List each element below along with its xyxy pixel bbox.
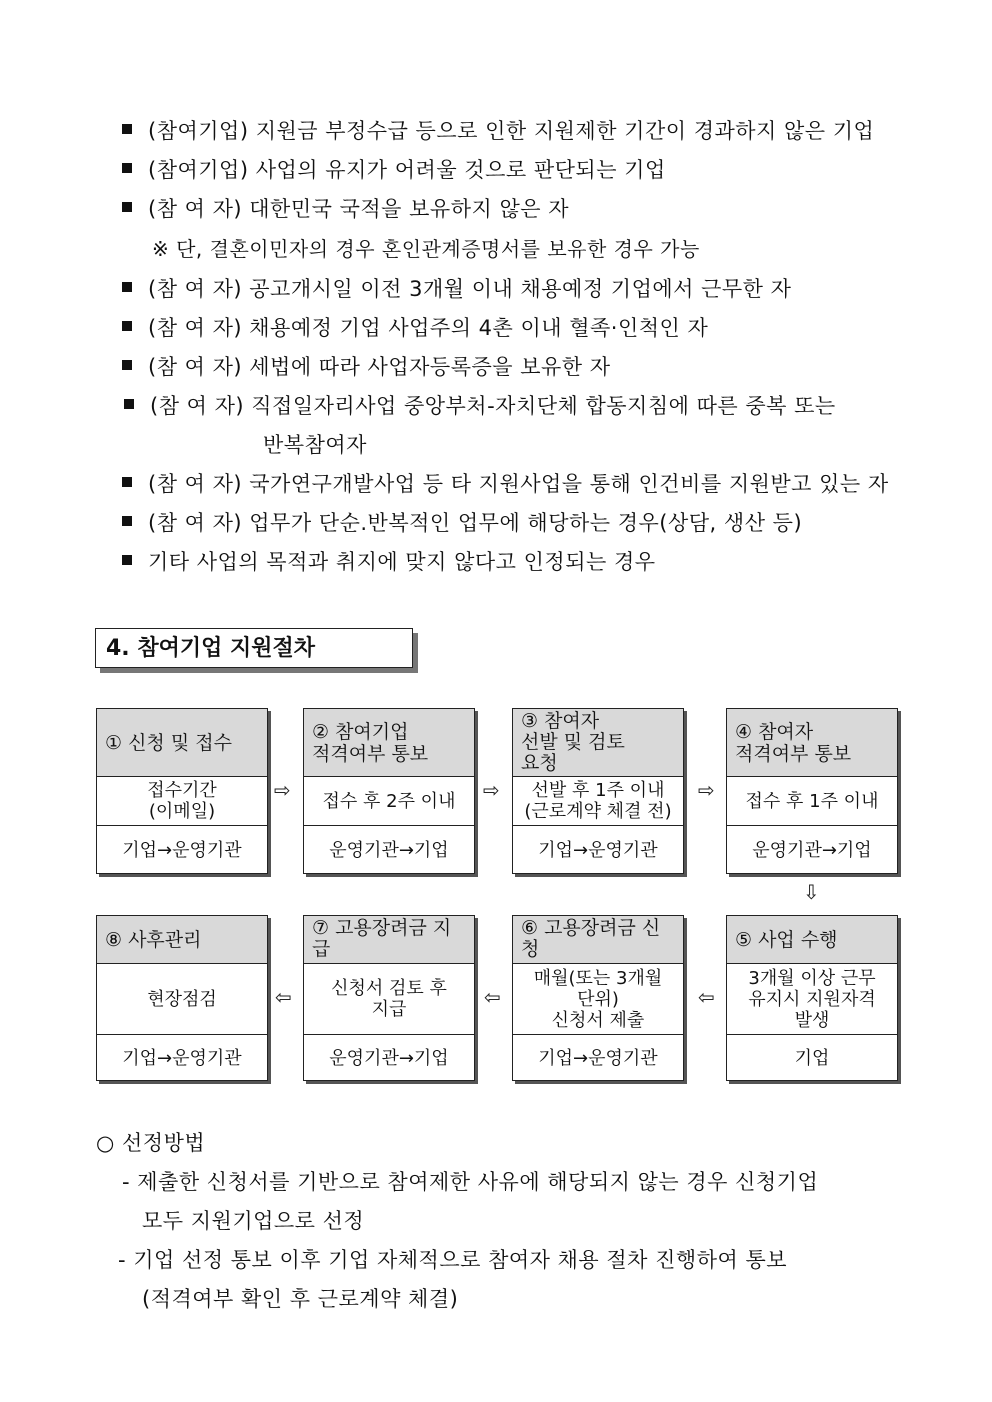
step-title: ② 참여기업 적격여부 통보: [304, 709, 474, 777]
right-arrow-icon: ⇨: [274, 778, 291, 802]
step-duration: 접수기간 (이메일): [97, 777, 267, 826]
step-direction: 기업→운영기관: [122, 1048, 242, 1069]
bullet-marker: [122, 282, 132, 292]
step-card-2: [303, 708, 475, 874]
step-duration: 선발 후 1주 이내 (근로계약 체결 전): [513, 777, 683, 826]
step-title: ③ 참여자 선발 및 검토 요청: [513, 709, 683, 777]
step-direction: 기업→운영기관: [538, 1048, 658, 1069]
list-item: (참 여 자) 직접일자리사업 중앙부처-자치단체 합동지침에 따른 중복 또는: [150, 394, 836, 418]
section-title: 4. 참여기업 지원절차: [95, 628, 413, 668]
selection-item: - 기업 선정 통보 이후 기업 자체적으로 참여자 채용 절차 진행하여 통보: [118, 1248, 788, 1272]
selection-item-continuation: 모두 지원기업으로 선정: [142, 1209, 365, 1233]
right-arrow-icon: ⇨: [698, 778, 715, 802]
step-duration: 매월(또는 3개월 단위) 신청서 제출: [513, 964, 683, 1035]
left-arrow-icon: ⇦: [698, 985, 715, 1009]
list-item: (참 여 자) 업무가 단순.반복적인 업무에 해당하는 경우(상담, 생산 등): [148, 511, 803, 535]
bullet-marker: [124, 399, 134, 409]
step-card-6: [512, 915, 684, 1081]
step-title: ④ 참여자 적격여부 통보: [727, 709, 897, 777]
step-direction: 기업→운영기관: [538, 840, 658, 861]
step-direction: 운영기관→기업: [329, 840, 449, 861]
bullet-marker: [122, 163, 132, 173]
step-title: ⑤ 사업 수행: [727, 916, 897, 964]
left-arrow-icon: ⇦: [275, 985, 292, 1009]
list-item: (참여기업) 지원금 부정수급 등으로 인한 지원제한 기간이 경과하지 않은 기업: [148, 119, 875, 143]
list-item: 기타 사업의 목적과 취지에 맞지 않다고 인정되는 경우: [148, 550, 656, 574]
step-duration: 현장점검: [97, 964, 267, 1035]
step-duration: 접수 후 2주 이내: [304, 777, 474, 826]
step-duration: 접수 후 1주 이내: [727, 777, 897, 826]
list-item: (참 여 자) 세법에 따라 사업자등록증을 보유한 자: [148, 355, 611, 379]
step-title: ⑥ 고용장려금 신청: [513, 916, 683, 964]
step-direction: 기업: [794, 1048, 830, 1069]
step-title: ① 신청 및 접수: [97, 709, 267, 777]
step-card-1: [96, 708, 268, 874]
bullet-marker: [122, 555, 132, 565]
selection-item-continuation: (적격여부 확인 후 근로계약 체결): [142, 1287, 459, 1311]
list-item: (참 여 자) 채용예정 기업 사업주의 4촌 이내 혈족·인척인 자: [148, 316, 709, 340]
list-item: (참여기업) 사업의 유지가 어려울 것으로 판단되는 기업: [148, 158, 666, 182]
step-card-5: [726, 915, 898, 1081]
list-item: (참 여 자) 대한민국 국적을 보유하지 않은 자: [148, 197, 569, 221]
step-title: ⑧ 사후관리: [97, 916, 267, 964]
step-duration: 신청서 검토 후 지급: [304, 964, 474, 1035]
step-card-3: [512, 708, 684, 874]
step-direction: 운영기관→기업: [752, 840, 872, 861]
list-item: (참 여 자) 공고개시일 이전 3개월 이내 채용예정 기업에서 근무한 자: [148, 277, 792, 301]
bullet-marker: [122, 321, 132, 331]
step-card-4: [726, 708, 898, 874]
step-title: ⑦ 고용장려금 지급: [304, 916, 474, 964]
step-duration: 3개월 이상 근무 유지시 지원자격 발생: [727, 964, 897, 1035]
selection-item: - 제출한 신청서를 기반으로 참여제한 사유에 해당되지 않는 경우 신청기업: [122, 1170, 819, 1194]
left-arrow-icon: ⇦: [484, 985, 501, 1009]
step-card-7: [303, 915, 475, 1081]
step-card-8: [96, 915, 268, 1081]
bullet-marker: [122, 360, 132, 370]
down-arrow-icon: ⇩: [803, 880, 820, 904]
step-direction: 운영기관→기업: [329, 1048, 449, 1069]
bullet-marker: [122, 202, 132, 212]
bullet-marker: [122, 124, 132, 134]
right-arrow-icon: ⇨: [483, 778, 500, 802]
list-item-continuation: 반복참여자: [263, 433, 367, 457]
step-direction: 기업→운영기관: [122, 840, 242, 861]
list-item: (참 여 자) 국가연구개발사업 등 타 지원사업을 통해 인건비를 지원받고 있는 자: [148, 472, 889, 496]
selection-heading: ○ 선정방법: [96, 1131, 206, 1155]
list-note: ※ 단, 결혼이민자의 경우 혼인관계증명서를 보유한 경우 가능: [152, 237, 700, 261]
bullet-marker: [122, 477, 132, 487]
bullet-marker: [122, 516, 132, 526]
